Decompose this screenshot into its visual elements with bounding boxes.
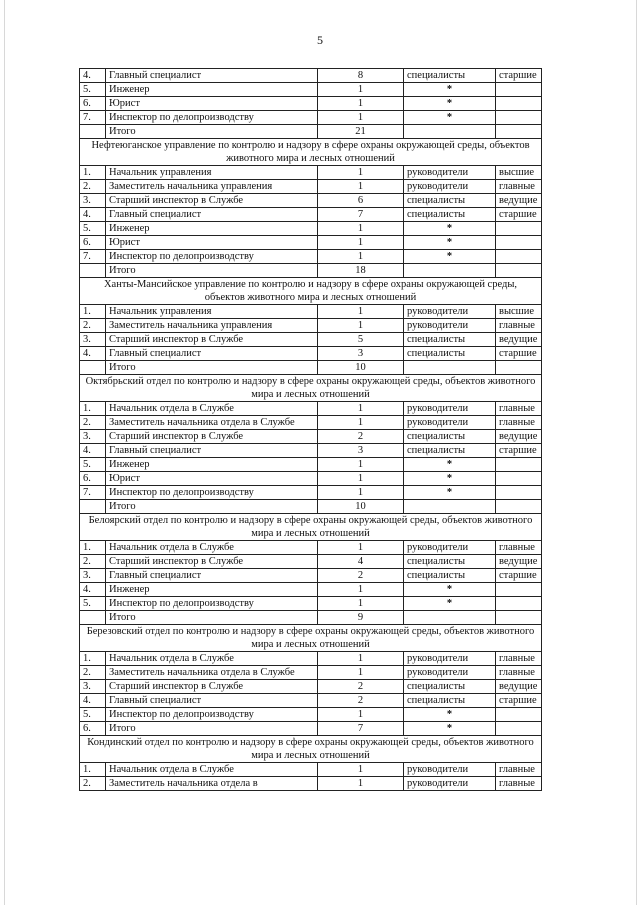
row-number <box>80 264 106 278</box>
row-number: 7. <box>80 250 106 264</box>
row-number: 7. <box>80 111 106 125</box>
staff-category: специалисты <box>404 208 496 222</box>
table-row <box>80 583 542 597</box>
total-row <box>80 722 542 736</box>
position-count: 1 <box>318 763 404 777</box>
row-number: 2. <box>80 416 106 430</box>
row-number: 4. <box>80 583 106 597</box>
position-group: высшие <box>496 305 542 319</box>
staff-category: руководители <box>404 416 496 430</box>
position-group <box>496 250 542 264</box>
position-count: 1 <box>318 166 404 180</box>
table-row <box>80 444 542 458</box>
section-header-row <box>80 278 542 305</box>
position-name: Заместитель начальника отдела в Службе <box>106 416 318 430</box>
table-row <box>80 208 542 222</box>
staff-category <box>404 361 496 375</box>
position-count: 1 <box>318 111 404 125</box>
row-number: 4. <box>80 69 106 83</box>
row-number: 3. <box>80 194 106 208</box>
table-row <box>80 402 542 416</box>
staff-category: специалисты <box>404 444 496 458</box>
total-row <box>80 611 542 625</box>
row-number: 4. <box>80 444 106 458</box>
row-number: 2. <box>80 666 106 680</box>
table-row <box>80 541 542 555</box>
staff-table-body <box>80 69 542 791</box>
position-name: Главный специалист <box>106 347 318 361</box>
position-count: 3 <box>318 444 404 458</box>
table-row <box>80 569 542 583</box>
row-number: 2. <box>80 319 106 333</box>
table-row <box>80 666 542 680</box>
position-name: Инспектор по делопроизводству <box>106 486 318 500</box>
row-number: 3. <box>80 569 106 583</box>
position-group: ведущие <box>496 680 542 694</box>
table-row <box>80 319 542 333</box>
position-name: Заместитель начальника отдела в Службе <box>106 666 318 680</box>
staff-category: * <box>404 472 496 486</box>
section-title: Кондинский отдел по контролю и надзору в сфере охраны окружающей среды, объектов животного мира и лесных отношений <box>80 736 542 763</box>
row-number: 2. <box>80 555 106 569</box>
staff-category: руководители <box>404 305 496 319</box>
row-number: 1. <box>80 541 106 555</box>
position-name: Итого <box>106 361 318 375</box>
staff-table <box>79 68 542 791</box>
position-name: Главный специалист <box>106 444 318 458</box>
position-group: старшие <box>496 347 542 361</box>
table-row <box>80 347 542 361</box>
position-name: Юрист <box>106 236 318 250</box>
position-count: 1 <box>318 250 404 264</box>
position-group: главные <box>496 763 542 777</box>
staff-category: * <box>404 722 496 736</box>
table-row <box>80 180 542 194</box>
scan-edge-right <box>636 0 637 905</box>
position-name: Старший инспектор в Службе <box>106 430 318 444</box>
row-number: 5. <box>80 83 106 97</box>
table-row <box>80 777 542 791</box>
staff-category: специалисты <box>404 69 496 83</box>
position-name: Начальник управления <box>106 305 318 319</box>
position-group: высшие <box>496 166 542 180</box>
section-header-row <box>80 514 542 541</box>
position-group: главные <box>496 541 542 555</box>
position-group <box>496 486 542 500</box>
position-count: 4 <box>318 555 404 569</box>
position-name: Итого <box>106 611 318 625</box>
row-number: 1. <box>80 763 106 777</box>
staff-category: специалисты <box>404 347 496 361</box>
table-row <box>80 222 542 236</box>
table-row <box>80 458 542 472</box>
position-count: 1 <box>318 305 404 319</box>
position-name: Инженер <box>106 583 318 597</box>
row-number: 1. <box>80 305 106 319</box>
position-count: 1 <box>318 666 404 680</box>
row-number: 6. <box>80 472 106 486</box>
staff-category: * <box>404 458 496 472</box>
position-group: ведущие <box>496 194 542 208</box>
table-row <box>80 166 542 180</box>
row-number: 5. <box>80 708 106 722</box>
staff-category: руководители <box>404 319 496 333</box>
position-group <box>496 583 542 597</box>
position-group: старшие <box>496 208 542 222</box>
row-number: 5. <box>80 458 106 472</box>
position-count: 1 <box>318 777 404 791</box>
position-count: 1 <box>318 458 404 472</box>
row-number: 1. <box>80 166 106 180</box>
position-count: 2 <box>318 569 404 583</box>
position-group <box>496 83 542 97</box>
table-row <box>80 194 542 208</box>
position-group: старшие <box>496 694 542 708</box>
row-number: 1. <box>80 652 106 666</box>
position-count: 1 <box>318 83 404 97</box>
position-name: Главный специалист <box>106 569 318 583</box>
staff-category: * <box>404 83 496 97</box>
row-number <box>80 361 106 375</box>
row-number: 3. <box>80 680 106 694</box>
page-number: 5 <box>317 33 323 47</box>
position-name: Начальник отдела в Службе <box>106 402 318 416</box>
position-count: 9 <box>318 611 404 625</box>
position-group <box>496 111 542 125</box>
position-name: Юрист <box>106 97 318 111</box>
row-number: 3. <box>80 333 106 347</box>
table-row <box>80 416 542 430</box>
position-count: 1 <box>318 402 404 416</box>
position-group <box>496 597 542 611</box>
row-number: 4. <box>80 347 106 361</box>
position-name: Инспектор по делопроизводству <box>106 708 318 722</box>
row-number: 5. <box>80 597 106 611</box>
scan-edge-left <box>4 0 5 905</box>
position-name: Старший инспектор в Службе <box>106 333 318 347</box>
staff-category: руководители <box>404 777 496 791</box>
position-group <box>496 611 542 625</box>
position-name: Инженер <box>106 83 318 97</box>
total-row <box>80 125 542 139</box>
position-name: Инспектор по делопроизводству <box>106 111 318 125</box>
staff-category <box>404 500 496 514</box>
staff-category: специалисты <box>404 194 496 208</box>
row-number <box>80 125 106 139</box>
staff-category: специалисты <box>404 555 496 569</box>
section-title: Октябрьский отдел по контролю и надзору в сфере охраны окружающей среды, объектов животного мира и лесных отношений <box>80 375 542 402</box>
total-row <box>80 264 542 278</box>
position-name: Заместитель начальника управления <box>106 319 318 333</box>
position-count: 1 <box>318 222 404 236</box>
position-group <box>496 97 542 111</box>
position-group: главные <box>496 180 542 194</box>
staff-category <box>404 125 496 139</box>
section-title: Нефтеюганское управление по контролю и надзору в сфере охраны окружающей среды, объектов животного мира и лесных отношений <box>80 139 542 166</box>
position-name: Итого <box>106 264 318 278</box>
staff-category: * <box>404 597 496 611</box>
position-group: старшие <box>496 569 542 583</box>
total-row <box>80 500 542 514</box>
position-count: 1 <box>318 597 404 611</box>
position-name: Итого <box>106 500 318 514</box>
staff-category: специалисты <box>404 694 496 708</box>
staff-category: * <box>404 708 496 722</box>
table-row <box>80 236 542 250</box>
position-group: ведущие <box>496 555 542 569</box>
position-name: Итого <box>106 722 318 736</box>
position-name: Итого <box>106 125 318 139</box>
table-row <box>80 486 542 500</box>
section-title: Белоярский отдел по контролю и надзору в сфере охраны окружающей среды, объектов животного мира и лесных отношений <box>80 514 542 541</box>
position-name: Старший инспектор в Службе <box>106 194 318 208</box>
position-group <box>496 125 542 139</box>
table-row <box>80 694 542 708</box>
position-name: Начальник управления <box>106 166 318 180</box>
staff-category: * <box>404 97 496 111</box>
position-count: 1 <box>318 236 404 250</box>
position-count: 1 <box>318 708 404 722</box>
position-name: Начальник отдела в Службе <box>106 541 318 555</box>
position-name: Юрист <box>106 472 318 486</box>
staff-category: * <box>404 236 496 250</box>
table-row <box>80 652 542 666</box>
staff-category: * <box>404 486 496 500</box>
staff-category: специалисты <box>404 430 496 444</box>
position-count: 1 <box>318 319 404 333</box>
position-name: Главный специалист <box>106 69 318 83</box>
position-group <box>496 708 542 722</box>
position-group: главные <box>496 777 542 791</box>
position-name: Начальник отдела в Службе <box>106 652 318 666</box>
table-row <box>80 555 542 569</box>
position-group: главные <box>496 416 542 430</box>
row-number: 6. <box>80 236 106 250</box>
section-header-row <box>80 736 542 763</box>
position-group <box>496 361 542 375</box>
staff-category <box>404 264 496 278</box>
position-group <box>496 722 542 736</box>
table-row <box>80 305 542 319</box>
staff-category: специалисты <box>404 333 496 347</box>
position-group: главные <box>496 402 542 416</box>
staff-category: руководители <box>404 402 496 416</box>
row-number: 5. <box>80 222 106 236</box>
position-count: 7 <box>318 722 404 736</box>
row-number: 2. <box>80 180 106 194</box>
position-group <box>496 472 542 486</box>
section-header-row <box>80 625 542 652</box>
position-count: 1 <box>318 97 404 111</box>
section-title: Ханты-Мансийское управление по контролю и надзору в сфере охраны окружающей среды, объектов животного мира и лесных отношений <box>80 278 542 305</box>
position-count: 5 <box>318 333 404 347</box>
row-number <box>80 500 106 514</box>
position-group <box>496 222 542 236</box>
position-count: 1 <box>318 416 404 430</box>
staff-category: специалисты <box>404 680 496 694</box>
table-row <box>80 69 542 83</box>
row-number: 6. <box>80 722 106 736</box>
position-group <box>496 236 542 250</box>
row-number: 6. <box>80 97 106 111</box>
table-row <box>80 708 542 722</box>
position-count: 1 <box>318 583 404 597</box>
position-name: Главный специалист <box>106 208 318 222</box>
section-title: Березовский отдел по контролю и надзору в сфере охраны окружающей среды, объектов животного мира и лесных отношений <box>80 625 542 652</box>
position-count: 6 <box>318 194 404 208</box>
position-group: старшие <box>496 69 542 83</box>
position-group: главные <box>496 652 542 666</box>
table-row <box>80 763 542 777</box>
position-name: Инженер <box>106 222 318 236</box>
position-name: Инспектор по делопроизводству <box>106 250 318 264</box>
table-row <box>80 111 542 125</box>
position-count: 18 <box>318 264 404 278</box>
table-row <box>80 472 542 486</box>
row-number: 3. <box>80 430 106 444</box>
position-name: Старший инспектор в Службе <box>106 680 318 694</box>
position-count: 8 <box>318 69 404 83</box>
staff-category: специалисты <box>404 569 496 583</box>
position-group: главные <box>496 666 542 680</box>
position-group <box>496 500 542 514</box>
position-count: 2 <box>318 680 404 694</box>
table-row <box>80 680 542 694</box>
position-group <box>496 458 542 472</box>
staff-category: * <box>404 222 496 236</box>
position-count: 3 <box>318 347 404 361</box>
position-group: ведущие <box>496 430 542 444</box>
total-row <box>80 361 542 375</box>
staff-category: руководители <box>404 666 496 680</box>
staff-category: * <box>404 583 496 597</box>
position-name: Начальник отдела в Службе <box>106 763 318 777</box>
position-count: 1 <box>318 472 404 486</box>
staff-category <box>404 611 496 625</box>
position-count: 10 <box>318 500 404 514</box>
row-number: 4. <box>80 694 106 708</box>
staff-category: руководители <box>404 652 496 666</box>
position-group: главные <box>496 319 542 333</box>
section-header-row <box>80 139 542 166</box>
position-count: 2 <box>318 694 404 708</box>
position-group <box>496 264 542 278</box>
position-count: 7 <box>318 208 404 222</box>
table-row <box>80 97 542 111</box>
staff-category: * <box>404 250 496 264</box>
row-number: 7. <box>80 486 106 500</box>
staff-category: руководители <box>404 541 496 555</box>
staff-category: руководители <box>404 180 496 194</box>
position-name: Инженер <box>106 458 318 472</box>
row-number: 4. <box>80 208 106 222</box>
row-number: 1. <box>80 402 106 416</box>
position-count: 2 <box>318 430 404 444</box>
row-number <box>80 611 106 625</box>
position-name: Заместитель начальника управления <box>106 180 318 194</box>
row-number: 2. <box>80 777 106 791</box>
position-count: 1 <box>318 486 404 500</box>
position-name: Главный специалист <box>106 694 318 708</box>
table-row <box>80 333 542 347</box>
table-row <box>80 597 542 611</box>
position-count: 10 <box>318 361 404 375</box>
position-count: 21 <box>318 125 404 139</box>
staff-category: руководители <box>404 166 496 180</box>
position-name: Старший инспектор в Службе <box>106 555 318 569</box>
position-count: 1 <box>318 180 404 194</box>
position-group: старшие <box>496 444 542 458</box>
table-row <box>80 430 542 444</box>
table-row <box>80 83 542 97</box>
position-group: ведущие <box>496 333 542 347</box>
section-header-row <box>80 375 542 402</box>
position-count: 1 <box>318 652 404 666</box>
position-name: Инспектор по делопроизводству <box>106 597 318 611</box>
staff-category: руководители <box>404 763 496 777</box>
staff-category: * <box>404 111 496 125</box>
position-name: Заместитель начальника отдела в <box>106 777 318 791</box>
position-count: 1 <box>318 541 404 555</box>
table-row <box>80 250 542 264</box>
